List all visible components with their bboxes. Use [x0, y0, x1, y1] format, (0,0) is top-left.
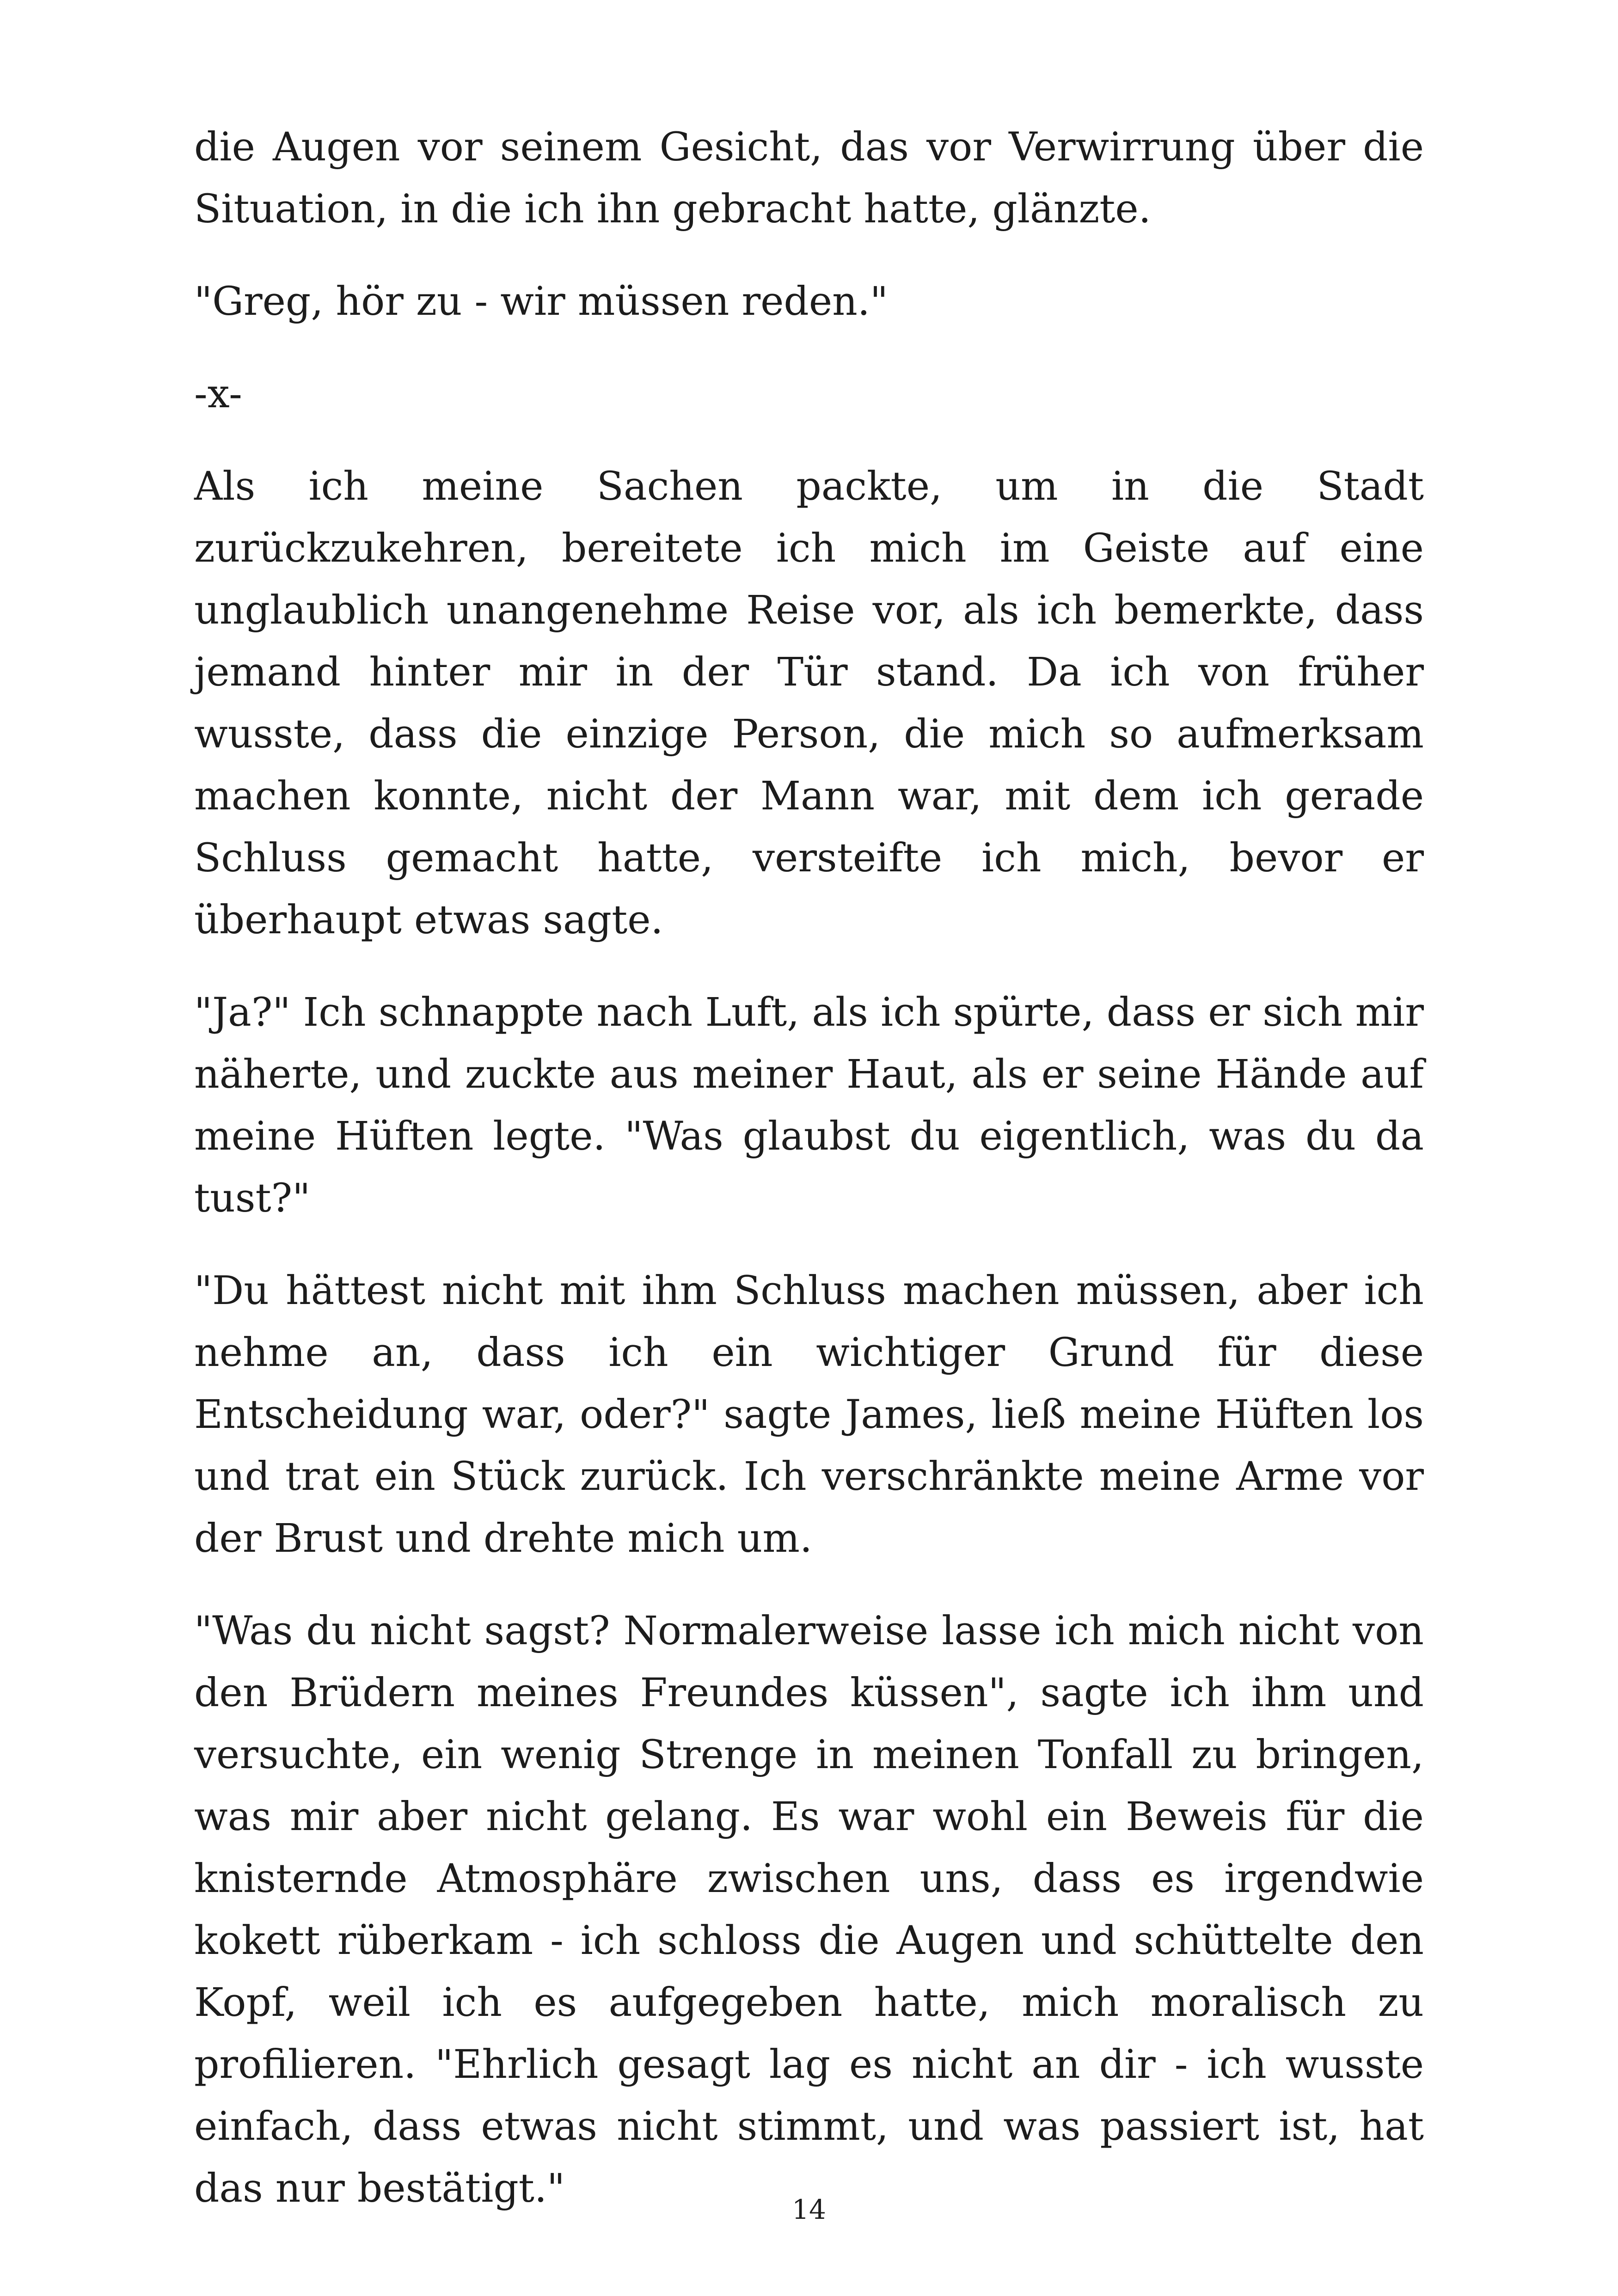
paragraph-6: "Du hättest nicht mit ihm Schluss machen müssen, aber ich nehme an, dass ich ein wichtiger Grund für diese Entscheidung war, oder?" sagte James, ließ meine Hüften los und trat ein Stück zurück. Ich verschränkte meine Arme vor der Brust und drehte mich um. — [194, 1268, 1424, 1561]
paragraph-1: die Augen vor seinem Gesicht, das vor Verwirrung über die Situation, in die ich ihn gebracht hatte, glänzte. — [194, 124, 1424, 232]
paragraph-5: "Ja?" Ich schnappte nach Luft, als ich spürte, dass er sich mir näherte, und zuckte aus meiner Haut, als er seine Hände auf meine Hüften legte. "Was glaubst du eigentlich, was du da tust?" — [194, 990, 1424, 1221]
scene-break: -x- — [194, 371, 242, 417]
paragraph-4: Als ich meine Sachen packte, um in die Stadt zurückzukehren, bereitete ich mich im Geiste auf eine unglaublich unangenehme Reise vor, als ich bemerkte, dass jemand hinter mir in der Tür stand. Da ich von früher wusste, dass die einzige Person, die mich so aufmerksam machen konnte, nicht der Mann war, mit dem ich gerade Schluss gemacht hatte, versteifte ich mich, bevor er überhaupt etwas sagte. — [194, 464, 1424, 943]
page-number: 14 — [792, 2194, 826, 2225]
paragraph-7: "Was du nicht sagst? Normalerweise lasse ich mich nicht von den Brüdern meines Freundes küssen", sagte ich ihm und versuchte, ein wenig Strenge in meinen Tonfall zu bringen, was mir aber nicht gelang. Es war wohl ein Beweis für die knisternde Atmosphäre zwischen uns, dass es irgendwie kokett rüberkam - ich schloss die Augen und schüttelte den Kopf, weil ich es aufgegeben hatte, mich moralisch zu profilieren. "Ehrlich gesagt lag es nicht an dir - ich wusste einfach, dass etwas nicht stimmt, und was passiert ist, hat das nur bestätigt." — [194, 1608, 1424, 2211]
body-text — [194, 116, 1424, 2250]
paragraph-2: "Greg, hör zu - wir müssen reden." — [194, 279, 888, 325]
